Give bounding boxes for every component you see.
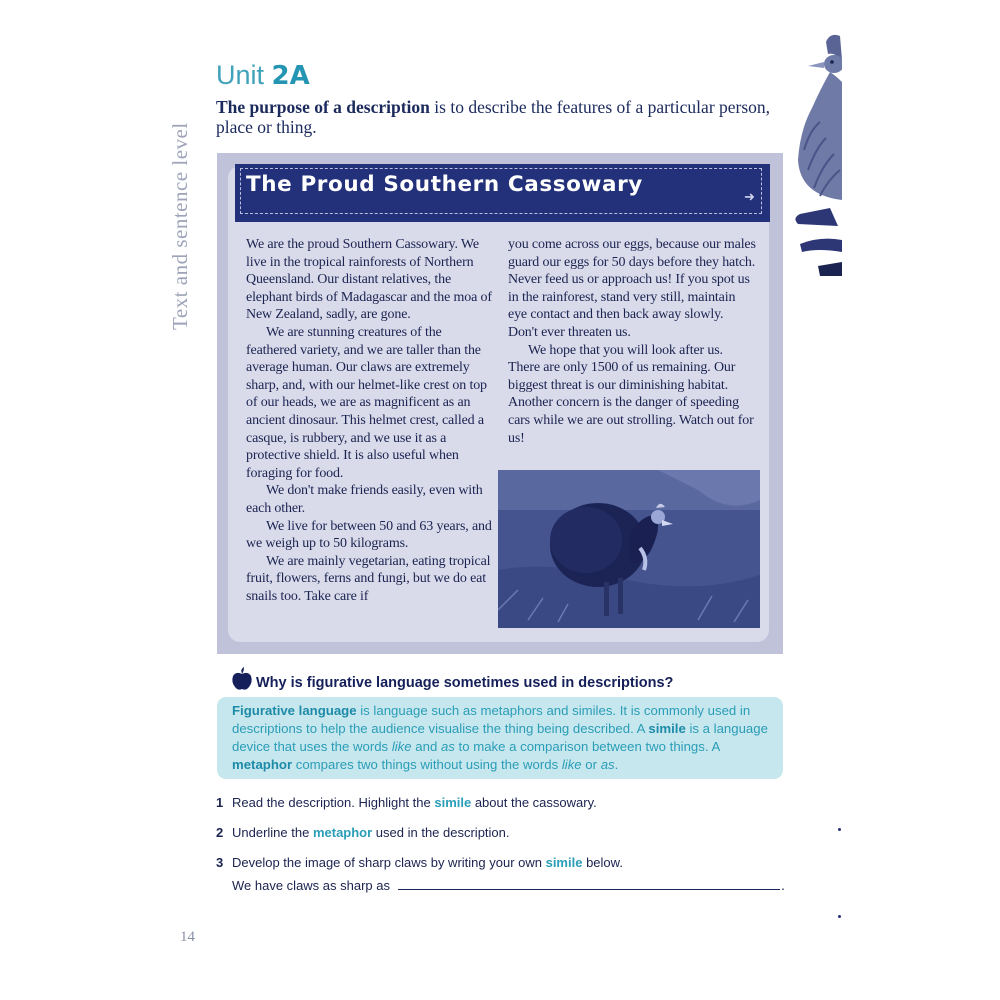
purpose-statement — [216, 97, 776, 137]
task-text: Underline the — [232, 825, 313, 840]
edge-mark — [838, 828, 841, 831]
task-number: 3 — [216, 855, 224, 870]
purpose-bold: The purpose of a description — [216, 97, 430, 117]
task-keyword: simile — [434, 795, 472, 810]
term-metaphor: metaphor — [232, 757, 293, 772]
task-text: about the cassowary. — [471, 795, 597, 810]
term-figurative-language: Figurative language — [232, 703, 357, 718]
article-paragraph: We are the proud Southern Cassowary. We live in the tropical rainforests of Northern Queensland. Our distant relatives, the elephant birds of Madagascar and the moa of New Zealand, sadly, are gone. — [246, 237, 492, 323]
task-text: used in the description. — [372, 825, 510, 840]
task-number: 1 — [216, 795, 224, 810]
task-keyword: metaphor — [312, 825, 373, 840]
article-paragraph: We don't make friends easily, even with each other. — [246, 483, 483, 516]
task-item-1 — [216, 795, 597, 810]
info-text-segment: to make a comparison between two things. A — [454, 739, 720, 754]
task-item-3 — [216, 855, 623, 870]
answer-prompt: We have claws as sharp as — [232, 878, 390, 893]
purpose-rest: is to describe the features of a particular person, place or thing. — [216, 97, 771, 137]
section-question: Why is figurative language sometimes used in descriptions? — [256, 675, 674, 691]
unit-code: 2A — [271, 61, 310, 91]
answer-end-period: . — [781, 877, 785, 893]
info-word-as: as — [600, 757, 615, 772]
article-paragraph: We are mainly vegetarian, eating tropical fruit, flowers, ferns and fungi, but we do eat snails too. Take care if — [246, 553, 491, 604]
article-paragraph: We hope that you will look after us. There are only 1500 of us remaining. Our biggest threat is our diminishing habitat. Another concern is the danger of speeding cars while we are out strolling. Watch out for us! — [508, 342, 754, 446]
task-item-2 — [216, 825, 510, 840]
page-number: 14 — [180, 929, 195, 945]
article-paragraph: We are stunning creatures of the feathered variety, and we are taller than the average human. Our claws are extremely sharp, and, with our helmet-like crest on top of our heads, we are as magnificent as an ancient dinosaur. This helmet crest, called a casque, is rubbery, and we use it as a protective shield. It is also useful when foraging for food. — [246, 324, 487, 481]
info-text-segment: is a language device that uses the words — [232, 721, 768, 754]
info-text-segment: or — [581, 757, 601, 772]
cassowary-photo — [498, 470, 760, 628]
article-column-left — [246, 236, 492, 605]
side-section-label-text: Text and sentence level — [168, 122, 192, 330]
answer-line[interactable] — [398, 889, 780, 890]
article-paragraph: you come across our eggs, because our males guard our eggs for 50 days before they hatch. Never feed us or approach us! If you spot us in the rainforest, stand very still, maintain eye contact and then back away slowly. Don't ever threaten us. — [508, 237, 756, 340]
task-text: Read the description. Highlight the — [232, 795, 435, 810]
unit-title — [216, 60, 310, 91]
side-section-label — [168, 105, 198, 330]
task-text: Develop the image of sharp claws by writing your own — [232, 855, 546, 870]
banner-arrow-icon: ➜ — [744, 189, 755, 204]
article-title: The Proud Southern Cassowary — [246, 172, 643, 197]
info-text-segment: compares two things without using the words — [292, 757, 562, 772]
task-text: below. — [582, 855, 623, 870]
info-text-segment: and — [411, 739, 441, 754]
cassowary-photo-illustration — [498, 470, 760, 628]
article-column-right — [508, 236, 756, 447]
cassowary-edge-illustration — [790, 30, 842, 280]
info-word-as: as — [440, 739, 455, 754]
task-keyword: simile — [545, 855, 583, 870]
info-word-like: like — [391, 739, 412, 754]
apple-icon — [231, 667, 253, 691]
term-simile: simile — [648, 721, 686, 736]
edge-mark — [838, 915, 841, 918]
task-number: 2 — [216, 825, 224, 840]
info-text-segment: . — [614, 757, 619, 772]
info-word-like: like — [561, 757, 582, 772]
article-paragraph: We live for between 50 and 63 years, and we weigh up to 50 kilograms. — [246, 518, 492, 552]
info-text-segment: is language such as metaphors and similes. It is commonly used in descriptions to help the audience visualise the thing being described. A — [232, 703, 751, 736]
figurative-language-info-text — [232, 702, 777, 774]
unit-prefix: Unit — [216, 60, 265, 90]
